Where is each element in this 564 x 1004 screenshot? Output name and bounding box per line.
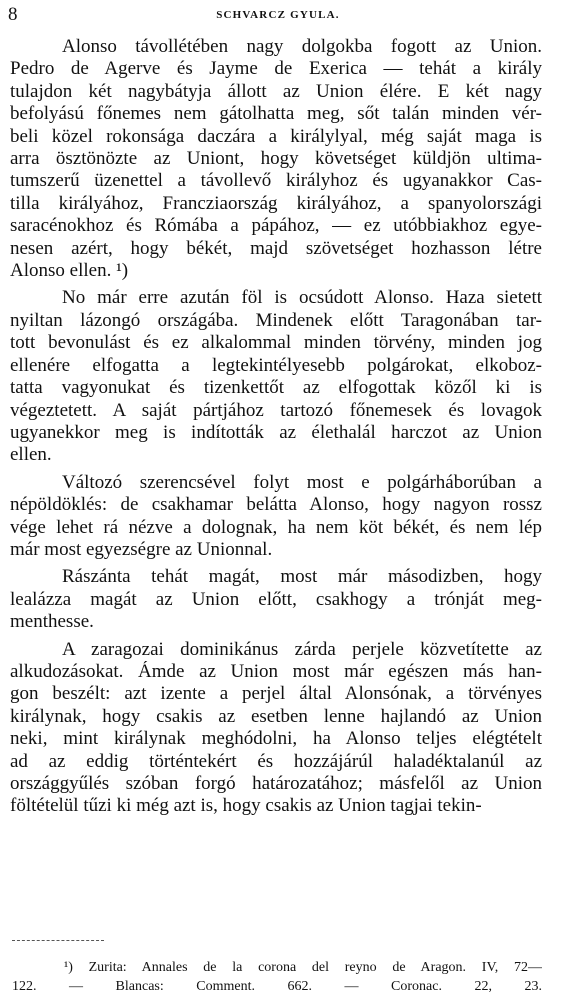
footnote-line: 122. — Blancas: Comment. 662. — Coronac. 22, 23. bbox=[12, 979, 542, 994]
text-line: A zaragozai dominikánus zárda perjele közvetítette az bbox=[62, 638, 542, 660]
footnotes bbox=[12, 958, 542, 996]
text-line: vége lehet rá nézve a dolognak, ha nem köt békét, és nem lép bbox=[10, 516, 542, 538]
paragraph bbox=[10, 36, 542, 282]
paragraph bbox=[10, 566, 542, 633]
footnote-line: ¹) Zurita: Annales de la corona del reyno de Aragon. IV, 72— bbox=[64, 960, 542, 975]
text-line: befolyású főnemes nem gátolhatta meg, sőt talán minden vér- bbox=[10, 103, 542, 125]
page-header bbox=[8, 4, 548, 26]
text-line: arra ösztönözte az Uniont, hogy követséget küldjön ultima- bbox=[10, 148, 542, 170]
text-line: menthesse. bbox=[10, 611, 94, 633]
text-line: saracénokhoz és Rómába a pápához, — ez utóbbiakhoz egye- bbox=[10, 215, 542, 237]
text-line: Alonso távollétében nagy dolgokba fogott az Union. bbox=[62, 36, 542, 57]
text-line: neki, mint királynak meghódolni, ha Alonso teljes elégtételt bbox=[10, 728, 542, 750]
text-line: tilla királyához, Francziaország királyához, a spanyolországi bbox=[10, 192, 542, 214]
text-line: nesen azért, hogy békét, majd szövetséget hozhasson létre bbox=[10, 237, 542, 259]
text-line: alkudozásokat. Ámde az Union most már egészen más han- bbox=[10, 660, 542, 682]
paragraph bbox=[10, 639, 542, 818]
text-line: gon beszélt: azt izente a perjel által Alonsónak, a törvényes bbox=[10, 683, 542, 705]
text-line: tulajdon két nagybátyja állott az Union élére. E két nagy bbox=[10, 80, 542, 102]
text-line: ellenére elfogatta a legtekintélyesebb polgárokat, elkoboz- bbox=[10, 354, 542, 376]
footnote-separator bbox=[12, 940, 104, 941]
paragraph bbox=[10, 287, 542, 466]
text-line: Rászánta tehát magát, most már másodizben, hogy bbox=[62, 566, 542, 588]
text-line: Pedro de Agerve és Jayme de Exerica — tehát a király bbox=[10, 58, 542, 80]
text-line: No már erre azután föl is ocsúdott Alonso. Haza sietett bbox=[62, 287, 542, 309]
text-line: már most egyezségre az Unionnal. bbox=[10, 538, 273, 560]
text-line: végeztetett. A saját pártjához tartozó főnemesek és lovagok bbox=[10, 399, 542, 421]
text-line: lealázza magát az Union előtt, csakhogy a trónját meg- bbox=[10, 588, 542, 610]
running-head: SCHVARCZ GYULA. bbox=[216, 9, 340, 21]
text-line: ellen. bbox=[10, 444, 52, 466]
text-line: királynak, hogy csakis az esetben lenne hajlandó az Union bbox=[10, 705, 542, 727]
text-line: föltételül tűzi ki még azt is, hogy csakis az Union tagjai tekin- bbox=[10, 795, 482, 817]
text-line: beli közel rokonsága daczára a királylyal, még saját maga is bbox=[10, 125, 542, 147]
text-line: nyiltan lázongó országába. Mindenek előtt Taragonában tar- bbox=[10, 309, 542, 331]
text-line: népöldöklés: de csakhamar belátta Alonso, hogy nagyon rossz bbox=[10, 494, 542, 516]
text-line: országgyűlés szóban forgó határozatához; másfelől az Union bbox=[10, 773, 542, 794]
text-line: tumszerű üzenettel a távollevő királyhoz és ugyanakkor Cas- bbox=[10, 170, 542, 192]
page-number: 8 bbox=[8, 4, 18, 25]
text-line: Alonso ellen. ¹) bbox=[10, 260, 129, 282]
text-line: tatta vagyonukat és tizenkettőt az elfogottak közől ki is bbox=[10, 377, 542, 399]
paragraph bbox=[10, 472, 542, 562]
body-text bbox=[10, 36, 542, 818]
text-line: Változó szerencsével folyt most e polgárháborúban a bbox=[62, 471, 542, 493]
text-line: ad az eddig történtekért és hozzájárúl haladéktalanúl az bbox=[10, 750, 542, 772]
text-line: ugyanekkor meg is indították az élethalál harczot az Union bbox=[10, 421, 542, 443]
text-line: tott bevonulást és ez alkalommal minden törvény, minden jog bbox=[10, 332, 542, 354]
